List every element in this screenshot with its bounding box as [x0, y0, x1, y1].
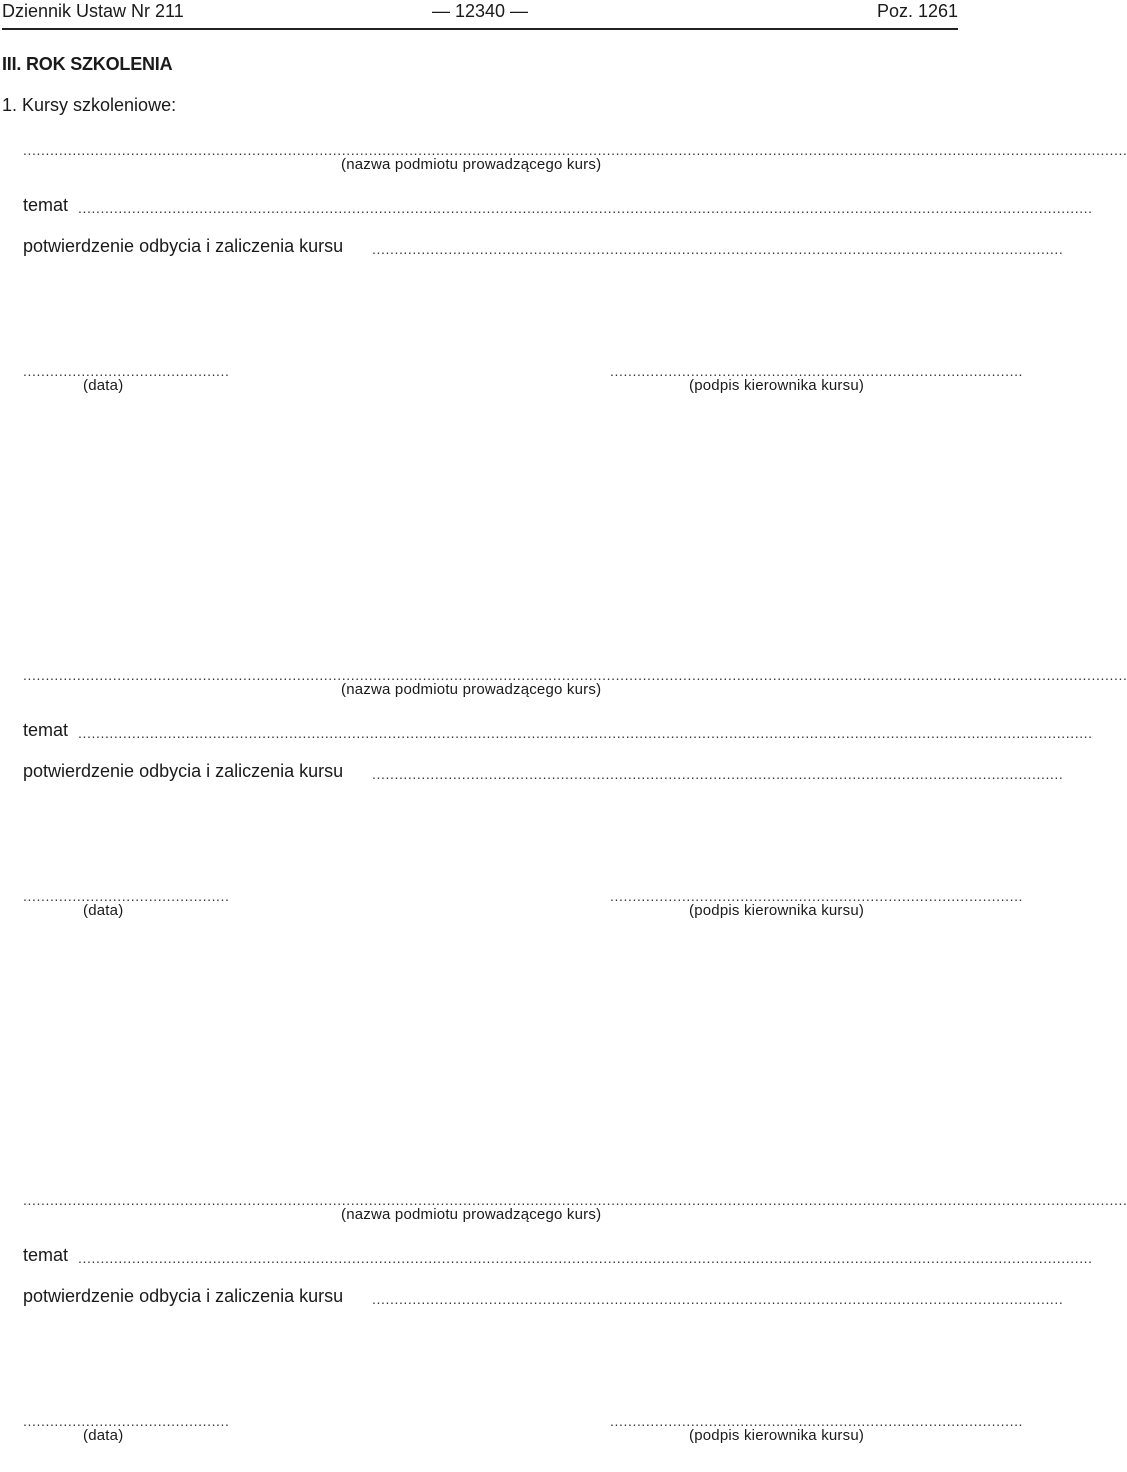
topic-label: temat — [23, 195, 69, 215]
confirmation-dotted-field[interactable]: .......................................................................................................................................................... — [372, 766, 1064, 782]
topic-dotted-field[interactable]: .................................................................................................................................................................................................................................. — [78, 725, 1093, 741]
date-dotted-field[interactable]: .............................................. — [23, 1413, 230, 1429]
topic-dotted-field[interactable]: .................................................................................................................................................................................................................................. — [78, 1250, 1093, 1266]
course-entry — [0, 667, 1127, 947]
confirmation-dotted-field[interactable]: .......................................................................................................................................................... — [372, 241, 1064, 257]
provider-dotted-field[interactable]: ...................................................................................................................................................................................................................................................... — [23, 667, 1127, 683]
topic-label: temat — [23, 720, 69, 740]
position-number: Poz. 1261 — [876, 1, 958, 21]
topic-label: temat — [23, 1245, 69, 1265]
signature-caption: (podpis kierownika kursu) — [689, 1427, 865, 1444]
signature-dotted-field[interactable]: ............................................................................................ — [610, 888, 1024, 904]
journal-title: Dziennik Ustaw Nr 211 — [2, 1, 184, 21]
confirmation-dotted-field[interactable]: .......................................................................................................................................................... — [372, 1291, 1064, 1307]
signature-caption: (podpis kierownika kursu) — [689, 377, 865, 394]
date-dotted-field[interactable]: .............................................. — [23, 363, 230, 379]
provider-caption: (nazwa podmiotu prowadzącego kurs) — [341, 156, 602, 173]
date-caption: (data) — [83, 377, 124, 394]
course-entry — [0, 1192, 1127, 1472]
subsection-title: 1. Kursy szkoleniowe: — [2, 95, 177, 115]
confirmation-label: potwierdzenie odbycia i zaliczenia kursu — [23, 236, 344, 256]
header-rule — [2, 28, 958, 30]
date-caption: (data) — [83, 902, 124, 919]
provider-dotted-field[interactable]: ...................................................................................................................................................................................................................................................... — [23, 1192, 1127, 1208]
course-entry — [0, 142, 1127, 422]
topic-dotted-field[interactable]: .................................................................................................................................................................................................................................. — [78, 200, 1093, 216]
signature-dotted-field[interactable]: ............................................................................................ — [610, 1413, 1024, 1429]
confirmation-label: potwierdzenie odbycia i zaliczenia kursu — [23, 1286, 344, 1306]
signature-caption: (podpis kierownika kursu) — [689, 902, 865, 919]
provider-caption: (nazwa podmiotu prowadzącego kurs) — [341, 681, 602, 698]
provider-caption: (nazwa podmiotu prowadzącego kurs) — [341, 1206, 602, 1223]
signature-dotted-field[interactable]: ............................................................................................ — [610, 363, 1024, 379]
date-dotted-field[interactable]: .............................................. — [23, 888, 230, 904]
page-number: — 12340 — — [431, 1, 529, 21]
section-title: III. ROK SZKOLENIA — [2, 54, 173, 74]
provider-dotted-field[interactable]: ...................................................................................................................................................................................................................................................... — [23, 142, 1127, 158]
date-caption: (data) — [83, 1427, 124, 1444]
confirmation-label: potwierdzenie odbycia i zaliczenia kursu — [23, 761, 344, 781]
